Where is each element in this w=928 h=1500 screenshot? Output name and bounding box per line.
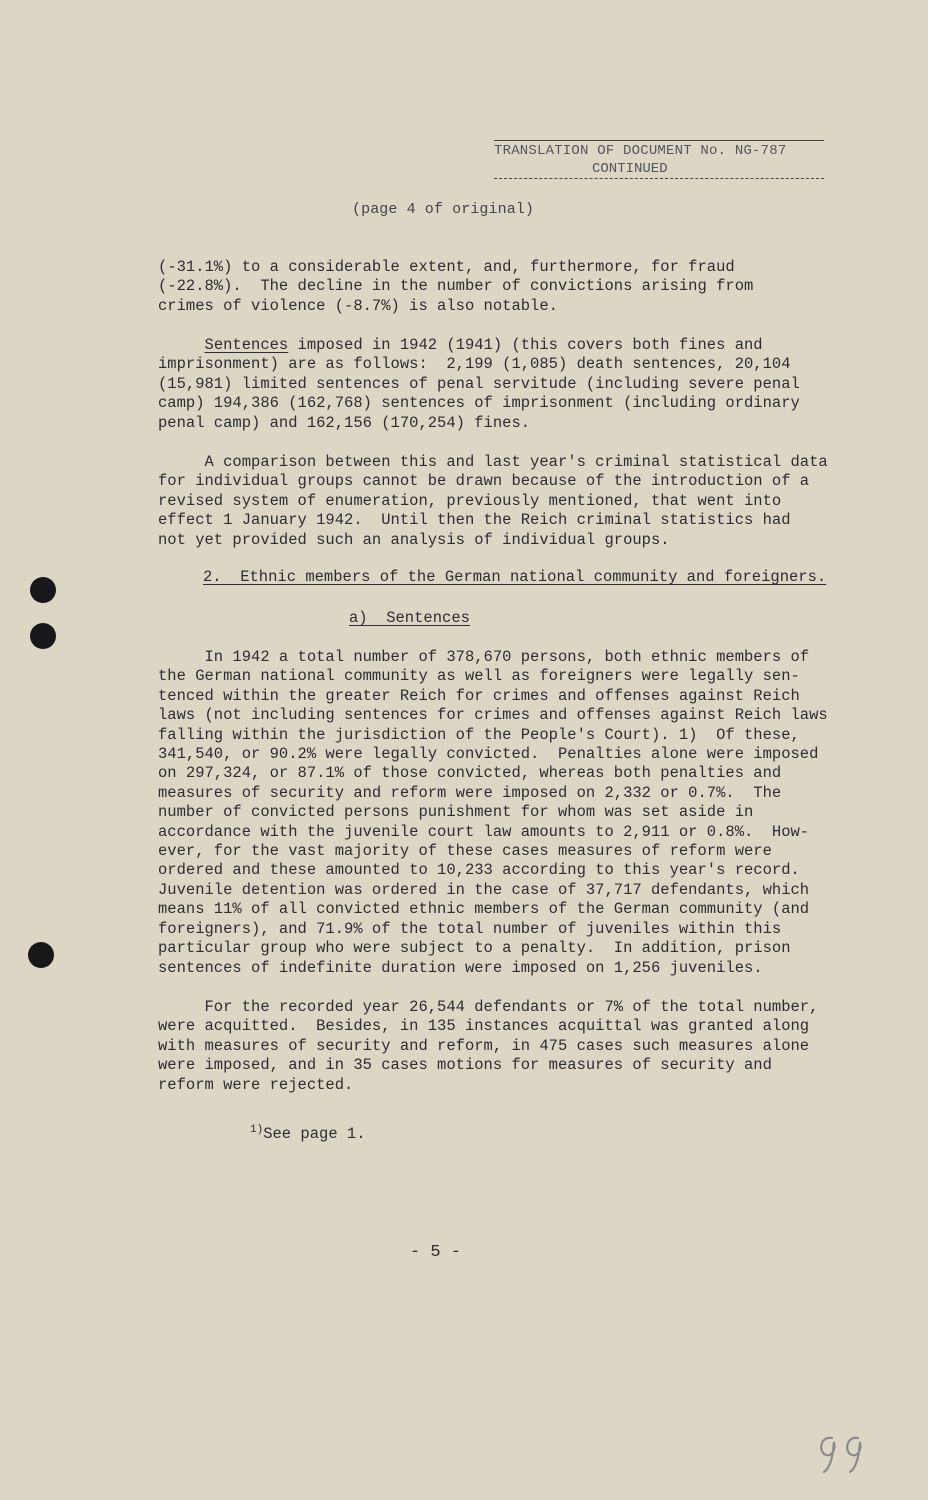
punch-hole [30,623,56,649]
header-top-rule [494,140,824,141]
paragraph-sentences [158,336,800,433]
header-bottom-rule [494,178,824,179]
subsection-heading: a) Sentences [349,609,470,627]
punch-hole [28,942,54,968]
sentences-underlined-word: Sentences [204,336,289,354]
footnote-marker: 1) [250,1124,264,1136]
page-number: - 5 - [410,1243,462,1262]
section-heading: 2. Ethnic members of the German national community and foreigners. [203,568,827,586]
punch-hole [30,577,56,603]
footnote-text: See page 1. [263,1125,366,1143]
document-header [494,140,824,179]
paragraph-decline: (-31.1%) to a considerable extent, and, furthermore, for fraud (-22.8%). The decline in the number of convictions arising from crimes of violence (-8.7%) is also notable. [158,258,754,315]
header-title: TRANSLATION OF DOCUMENT No. NG-787 [494,143,787,159]
header-continued: CONTINUED [592,161,668,177]
paragraph-total-persons: In 1942 a total number of 378,670 persons, both ethnic members of the German national community as well as foreigners were legally sen- tenced within the greater Reich for crimes and offenses against Reich laws (not including sentences for crimes and offenses against Reich laws falling within the jurisdiction of the People's Court). 1) Of these, 341,540, or 90.2% were legally convicted. Penalties alone were imposed on 297,324, or 87.1% of those convicted, whereas both penalties and measures of security and reform were imposed on 2,332 or 0.7%. The number of convicted persons punishment for whom was set aside in accordance with the juvenile court law amounts to 2,911 or 0.8%. How- ever, for the vast majority of these cases measures of reform were ordered and these amounted to 10,233 according to this year's record. Juvenile detention was ordered in the case of 37,717 defendants, which means 11% of all convicted ethnic members of the German community (and foreigners), and 71.9% of the total number of juveniles within this particular group who were subject to a penalty. In addition, prison sentences of indefinite duration were imposed on 1,256 juveniles. [158,648,828,977]
paragraph-acquitted: For the recorded year 26,544 defendants or 7% of the total number, were acquitted. Besides, in 135 instances acquittal was granted along with measures of security and reform, in 475 cases such measures alone were imposed, and in 35 cases motions for measures of security and reform were rejected. [158,998,819,1094]
paragraph-comparison: A comparison between this and last year's criminal statistical data for individual groups cannot be drawn because of the introduction of a revised system of enumeration, previously mentioned, that went into effect 1 January 1942. Until then the Reich criminal statistics had not yet provided such an analysis of individual groups. [158,453,828,549]
handwritten-page-number [812,1416,872,1476]
footnote [250,1124,366,1143]
original-page-reference: (page 4 of original) [352,201,535,218]
sentences-paragraph-body: imposed in 1942 (1941) (this covers both fines and imprisonment) are as follows: 2,199 (1,085) death sentences, 20,104 (15,981) limited sentences of penal servitude (including severe penal camp) 194,386 (162,768) sentences of imprisonment (including ordinary penal camp) and 162,156 (170,254) fines. [158,336,800,432]
